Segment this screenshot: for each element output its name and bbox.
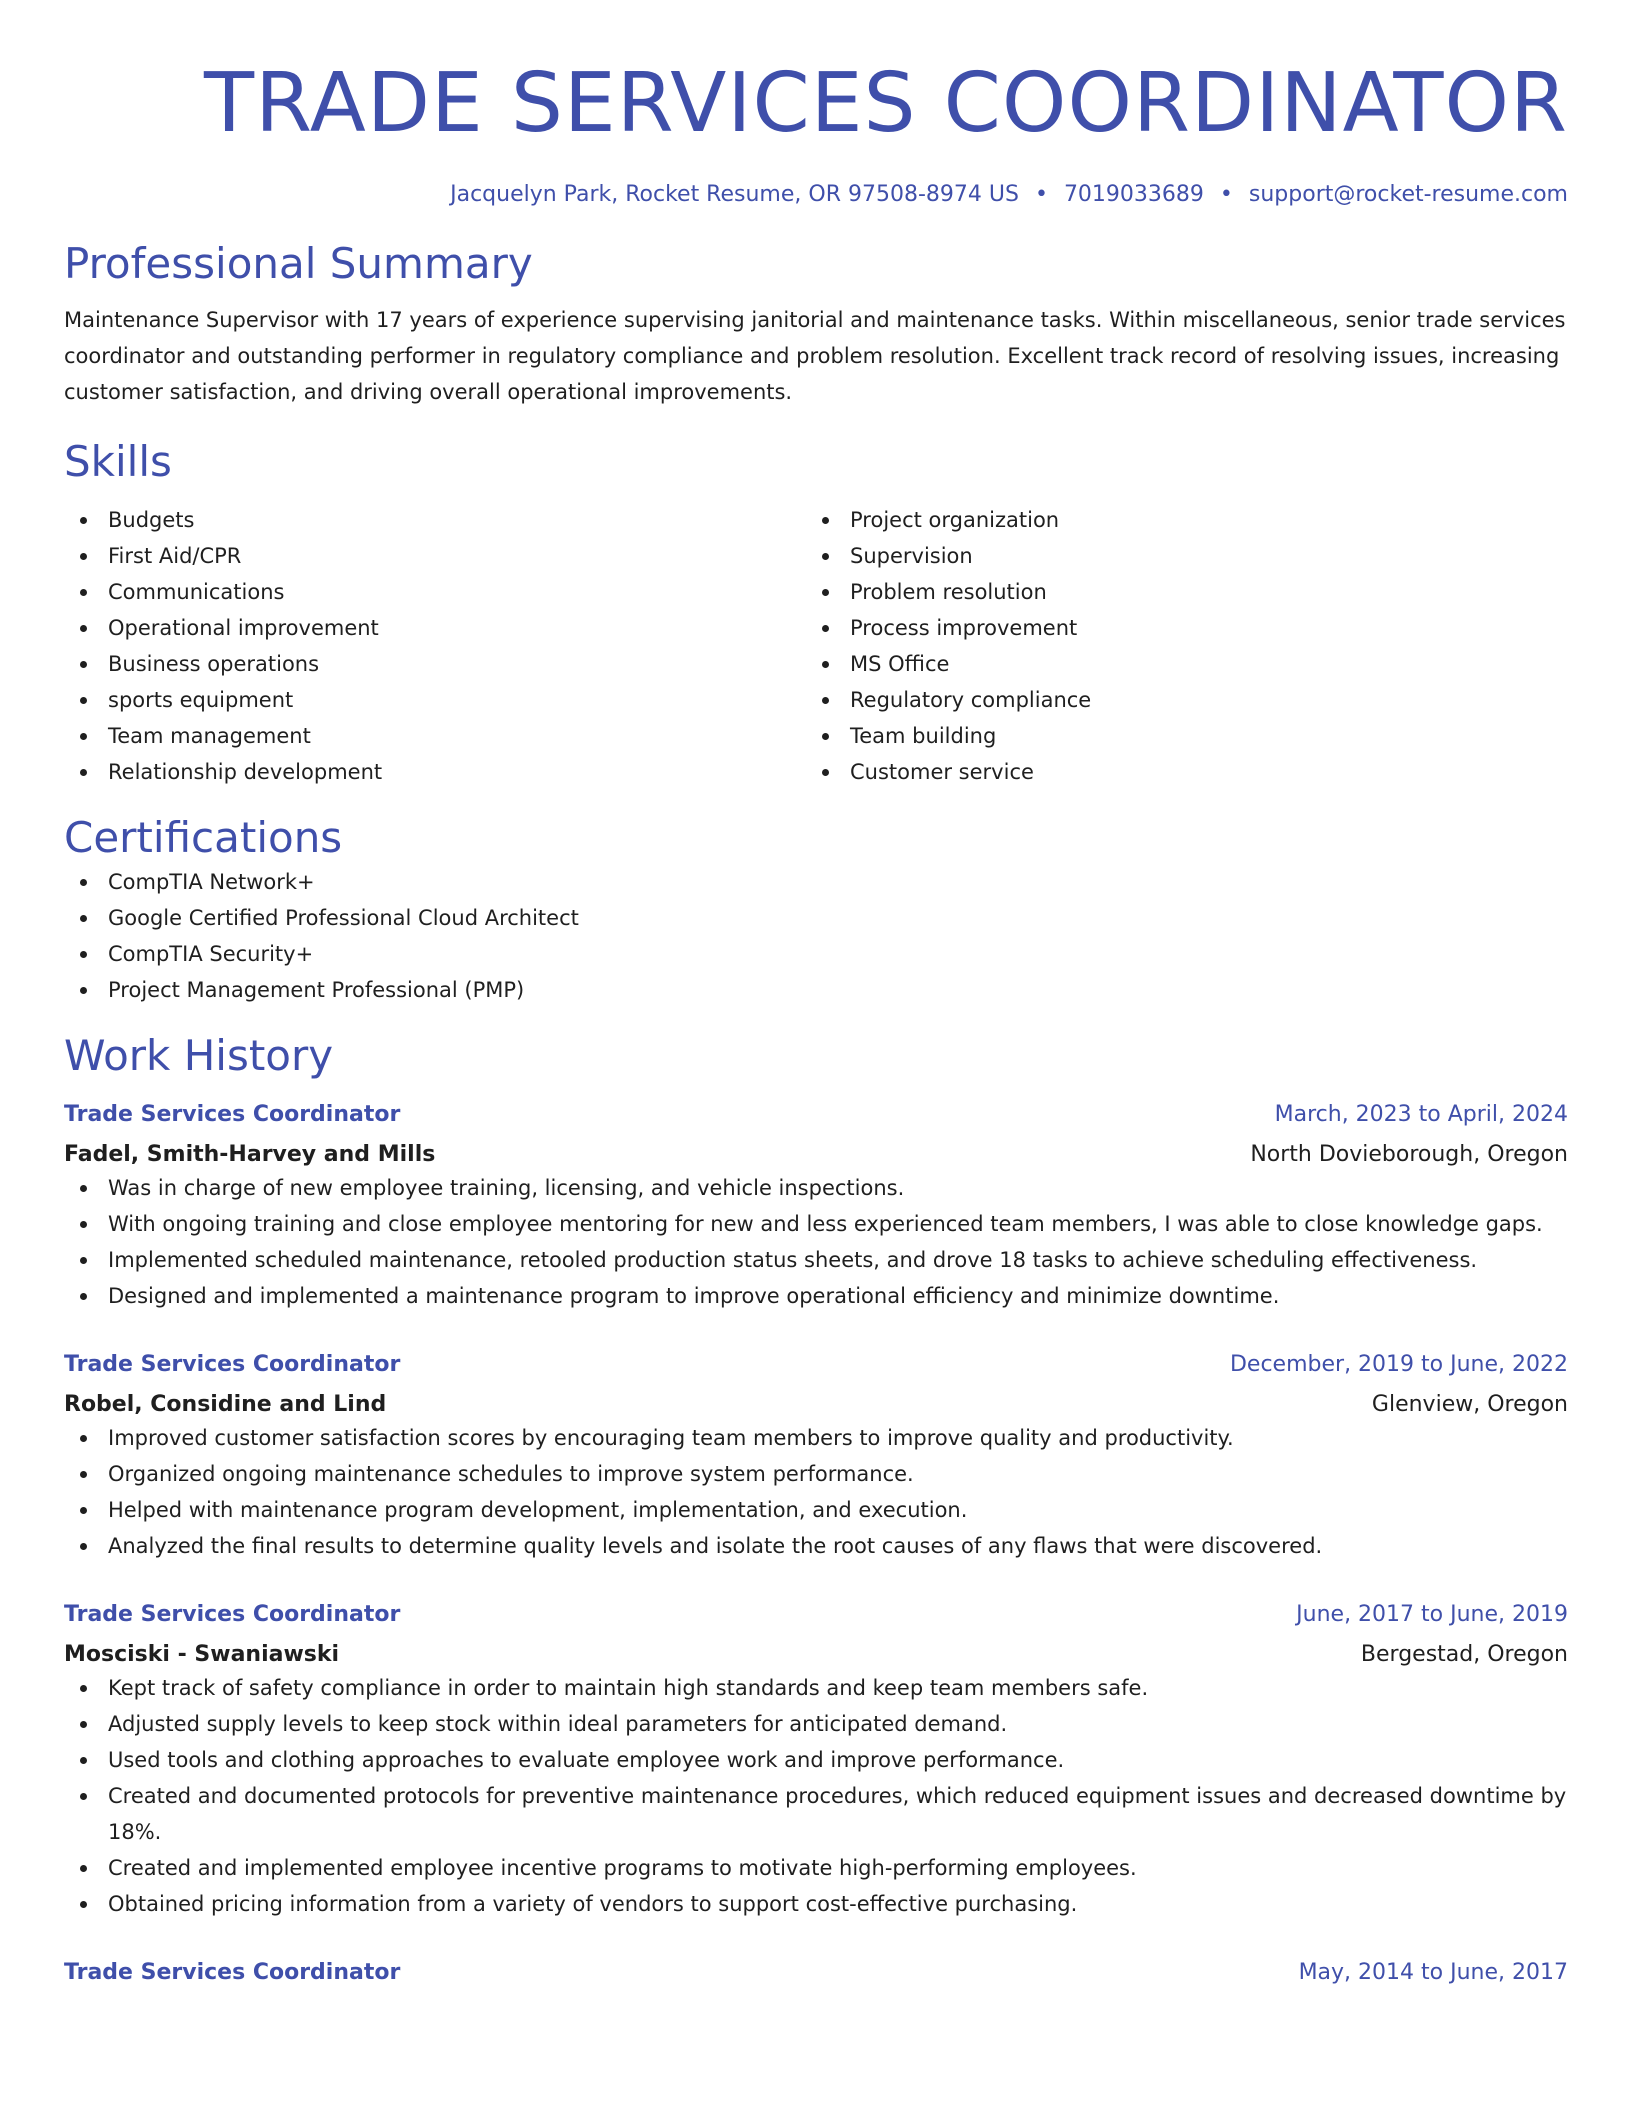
job-employer-row	[64, 1130, 1568, 1170]
job-title: Trade Services Coordinator	[64, 1602, 401, 1627]
job-bullet: Organized ongoing maintenance schedules to improve system performance.	[64, 1456, 1568, 1492]
job-bullet: Implemented scheduled maintenance, retooled production status sheets, and drove 18 tasks to achieve scheduling effectiveness.	[64, 1242, 1568, 1278]
skill-item: Team building	[806, 718, 1548, 754]
summary-text: Maintenance Supervisor with 17 years of experience supervising janitorial and maintenance tasks. Within miscellaneous, senior trade services coordinator and outstanding performer in regulatory compliance and problem resolution. Excellent track record of resolving issues, increasing customer satisfaction, and driving overall operational improvements.	[64, 308, 1566, 404]
job-bullet: Designed and implemented a maintenance program to improve operational efficiency and minimize downtime.	[64, 1278, 1568, 1314]
job-bullet: Obtained pricing information from a variety of vendors to support cost-effective purchasing.	[64, 1886, 1568, 1922]
job-header-row	[64, 1100, 1568, 1130]
job-location: Bergestad, Oregon	[1360, 1642, 1568, 1667]
resume-title: TRADE SERVICES COORDINATOR	[204, 56, 1568, 151]
job-bullet: Used tools and clothing approaches to evaluate employee work and improve performance.	[64, 1742, 1568, 1778]
job-company: Mosciski - Swaniawski	[64, 1642, 340, 1667]
skill-item: Operational improvement	[64, 610, 806, 646]
certifications-list	[64, 864, 1568, 1008]
certification-item: CompTIA Network+	[64, 864, 1568, 900]
job-company: Fadel, Smith-Harvey and Mills	[64, 1142, 436, 1167]
job-bullet: Helped with maintenance program development, implementation, and execution.	[64, 1492, 1568, 1528]
skills-heading: Skills	[64, 437, 172, 486]
job-bullet: Created and documented protocols for preventive maintenance procedures, which reduced equipment issues and decreased downtime by 18%.	[64, 1778, 1568, 1850]
contact-phone[interactable]: 7019033689	[1063, 182, 1204, 207]
job-location: Glenview, Oregon	[1371, 1392, 1568, 1417]
job-entry	[64, 1600, 1568, 1922]
skill-item: Customer service	[806, 754, 1548, 790]
job-header-row	[64, 1958, 1568, 1988]
job-dates: December, 2019 to June, 2022	[1229, 1352, 1568, 1377]
job-title: Trade Services Coordinator	[64, 1102, 401, 1127]
job-header-row	[64, 1600, 1568, 1630]
certification-item: Google Certified Professional Cloud Architect	[64, 900, 1568, 936]
job-entry	[64, 1100, 1568, 1314]
skill-item: Regulatory compliance	[806, 682, 1548, 718]
job-header-row	[64, 1350, 1568, 1380]
job-bullet: Kept track of safety compliance in order to maintain high standards and keep team members safe.	[64, 1670, 1568, 1706]
skill-item: sports equipment	[64, 682, 806, 718]
summary-heading: Professional Summary	[64, 239, 533, 288]
job-bullet: Created and implemented employee incentive programs to motivate high-performing employees.	[64, 1850, 1568, 1886]
skills-column-left	[64, 502, 806, 790]
certification-item: Project Management Professional (PMP)	[64, 972, 1568, 1008]
skill-item: Supervision	[806, 538, 1548, 574]
job-title: Trade Services Coordinator	[64, 1352, 401, 1377]
resume-page	[64, 0, 1568, 1988]
skill-item: Budgets	[64, 502, 806, 538]
contact-separator: •	[1219, 182, 1233, 207]
job-bullet: Was in charge of new employee training, licensing, and vehicle inspections.	[64, 1170, 1568, 1206]
job-entry	[64, 1958, 1568, 1988]
job-employer-row	[64, 1380, 1568, 1420]
certifications-heading: Certifications	[64, 813, 343, 862]
job-dates: June, 2017 to June, 2019	[1296, 1602, 1568, 1627]
job-entry	[64, 1350, 1568, 1564]
job-company: Robel, Considine and Lind	[64, 1392, 387, 1417]
skill-item: Communications	[64, 574, 806, 610]
certification-item: CompTIA Security+	[64, 936, 1568, 972]
job-bullet: Analyzed the final results to determine quality levels and isolate the root causes of any flaws that were discovered.	[64, 1528, 1568, 1564]
job-bullet-list	[64, 1670, 1568, 1922]
skill-item: Business operations	[64, 646, 806, 682]
job-dates: May, 2014 to June, 2017	[1298, 1960, 1568, 1985]
job-location: North Dovieborough, Oregon	[1250, 1142, 1568, 1167]
skills-list-right	[806, 502, 1548, 790]
contact-info	[64, 180, 1568, 210]
skill-item: Relationship development	[64, 754, 806, 790]
skill-item: Problem resolution	[806, 574, 1548, 610]
job-bullet-list	[64, 1420, 1568, 1564]
job-dates: March, 2023 to April, 2024	[1274, 1102, 1568, 1127]
skills-column-right	[806, 502, 1548, 790]
job-title: Trade Services Coordinator	[64, 1960, 401, 1985]
skill-item: MS Office	[806, 646, 1548, 682]
contact-address: Jacquelyn Park, Rocket Resume, OR 97508-8974 US	[450, 182, 1019, 207]
job-bullet: With ongoing training and close employee mentoring for new and less experienced team members, I was able to close knowledge gaps.	[64, 1206, 1568, 1242]
job-bullet: Adjusted supply levels to keep stock within ideal parameters for anticipated demand.	[64, 1706, 1568, 1742]
skills-grid	[64, 502, 1568, 790]
skills-list-left	[64, 502, 806, 790]
work-history-heading: Work History	[64, 1031, 334, 1080]
skill-item: First Aid/CPR	[64, 538, 806, 574]
skill-item: Project organization	[806, 502, 1548, 538]
job-bullet: Improved customer satisfaction scores by encouraging team members to improve quality and productivity.	[64, 1420, 1568, 1456]
contact-separator: •	[1034, 182, 1048, 207]
skill-item: Team management	[64, 718, 806, 754]
job-employer-row	[64, 1630, 1568, 1670]
contact-email[interactable]: support@rocket-resume.com	[1248, 182, 1568, 207]
skill-item: Process improvement	[806, 610, 1548, 646]
job-bullet-list	[64, 1170, 1568, 1314]
